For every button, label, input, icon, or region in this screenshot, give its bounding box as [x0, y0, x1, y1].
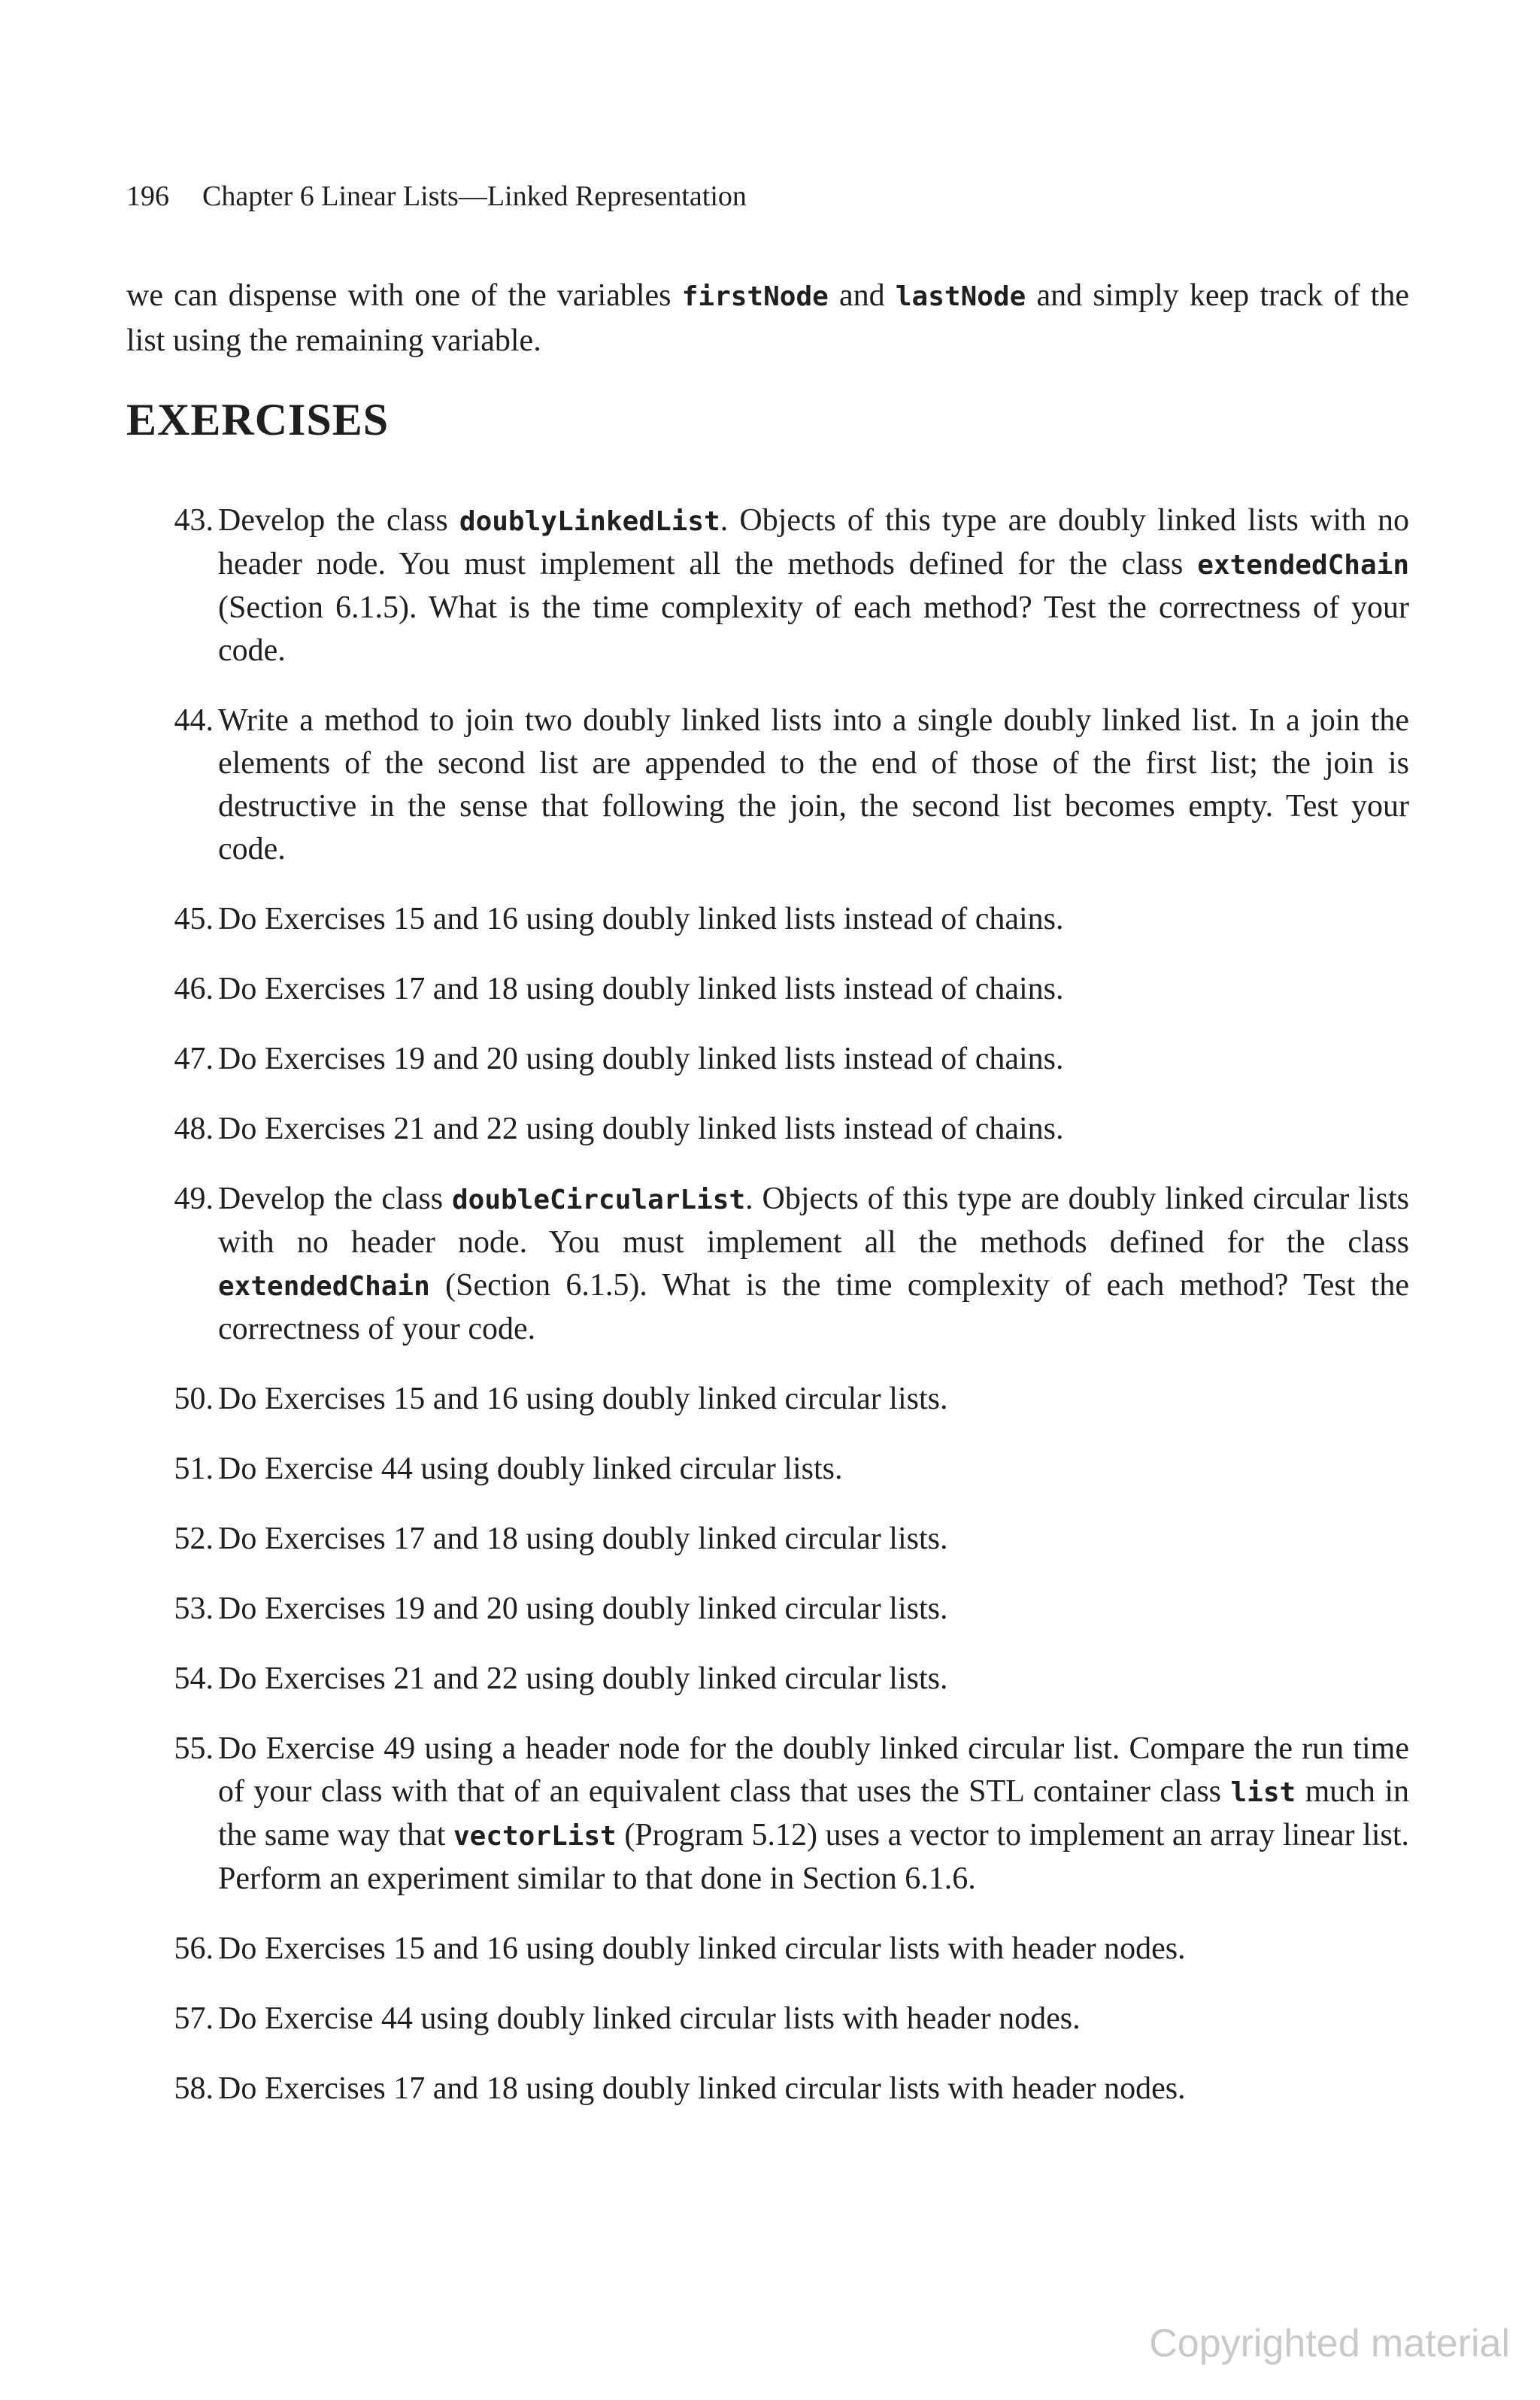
intro-paragraph: [126, 274, 1409, 363]
exercise-item-56: [150, 1928, 1409, 1971]
exercise-item-46: [150, 968, 1409, 1011]
exercise-item-58: [150, 2068, 1409, 2110]
exercise-number: 49.: [174, 1182, 214, 1216]
exercise-number: 46.: [174, 972, 214, 1006]
exercise-number: 45.: [174, 902, 214, 936]
exercise-item-44: [150, 699, 1409, 871]
text-run: (Section 6.1.5). What is the time complexity of each method? Test the correctness of your code.: [218, 590, 1409, 668]
exercise-text: [218, 499, 1409, 672]
exercise-item-52: [150, 1518, 1409, 1561]
code-term: extendedChain: [218, 1271, 430, 1302]
exercise-text: Do Exercises 21 and 22 using doubly linked circular lists.: [218, 1661, 948, 1696]
exercise-item-53: [150, 1588, 1409, 1631]
code-term: doublyLinkedList: [459, 506, 720, 537]
text-run: Develop the class: [218, 1182, 452, 1216]
text-run: . Objects of this type are doubly linked circular lists with no header node. You must implement all the methods defined for the class: [218, 1182, 1409, 1260]
exercise-text: Do Exercises 17 and 18 using doubly linked lists instead of chains.: [218, 972, 1064, 1006]
exercise-text: Do Exercises 19 and 20 using doubly linked circular lists.: [218, 1591, 948, 1626]
exercise-number: 48.: [174, 1112, 214, 1146]
exercise-number: 57.: [174, 2001, 214, 2036]
exercise-item-47: [150, 1038, 1409, 1081]
exercise-item-50: [150, 1378, 1409, 1421]
exercise-text: Do Exercises 15 and 16 using doubly linked circular lists.: [218, 1382, 948, 1416]
exercise-number: 54.: [174, 1661, 214, 1696]
exercise-item-43: [150, 499, 1409, 672]
running-head: [126, 177, 747, 215]
exercise-number: 50.: [174, 1382, 214, 1416]
text-run: Develop the class: [218, 503, 459, 538]
exercise-text: Do Exercises 15 and 16 using doubly linked circular lists with header nodes.: [218, 1931, 1186, 1966]
exercise-text: Write a method to join two doubly linked lists into a single doubly linked list. In a join the elements of the second list are appended to the end of those of the first list; the join is destructive in the sense that following the join, the second list becomes empty. Test your code.: [218, 703, 1409, 866]
text-run: we can dispense with one of the variables: [126, 278, 682, 313]
exercise-list: [150, 499, 1409, 2138]
exercise-text: Do Exercises 17 and 18 using doubly linked circular lists.: [218, 1522, 948, 1556]
text-run: (Section 6.1.5). What is the time complexity of each method? Test the correctness of your code.: [218, 1268, 1409, 1346]
text-run: Do Exercise 49 using a header node for the doubly linked circular list. Compare the run time of your class with that of an equivalent class that uses the STL container class: [218, 1731, 1409, 1809]
exercise-number: 58.: [174, 2071, 214, 2106]
exercise-number: 51.: [174, 1452, 214, 1486]
exercise-item-45: [150, 898, 1409, 941]
exercise-item-49: [150, 1178, 1409, 1351]
exercise-text: Do Exercise 44 using doubly linked circular lists with header nodes.: [218, 2001, 1081, 2036]
copyright-watermark: Copyrighted material: [1149, 2322, 1510, 2365]
text-run: . Objects of this type are doubly linked lists with no header node. You must implement all the methods defined for the class: [218, 503, 1409, 581]
exercise-text: Do Exercises 17 and 18 using doubly linked circular lists with header nodes.: [218, 2071, 1186, 2106]
code-term: vectorList: [453, 1821, 617, 1852]
code-term: list: [1230, 1777, 1296, 1808]
code-term: lastNode: [895, 281, 1026, 312]
page-number: 196: [126, 181, 169, 212]
exercise-number: 56.: [174, 1931, 214, 1966]
chapter-title: Chapter 6 Linear Lists—Linked Representation: [202, 181, 747, 212]
exercise-item-55: [150, 1728, 1409, 1901]
exercise-number: 55.: [174, 1731, 214, 1766]
text-run: (Program 5.12) uses a vector to implement an array linear list. Perform an experiment similar to that done in Section 6.1.6.: [218, 1818, 1409, 1896]
code-term: firstNode: [681, 281, 829, 312]
text-run: and: [828, 278, 896, 313]
exercise-item-57: [150, 1998, 1409, 2040]
code-term: extendedChain: [1197, 550, 1409, 581]
text-run: much in the same way that: [218, 1774, 1410, 1852]
exercise-item-48: [150, 1108, 1409, 1151]
code-term: doubleCircularList: [451, 1185, 746, 1215]
section-heading: EXERCISES: [126, 395, 390, 445]
exercise-number: 47.: [174, 1042, 214, 1076]
exercise-text: Do Exercise 44 using doubly linked circular lists.: [218, 1452, 843, 1486]
exercise-number: 52.: [174, 1522, 214, 1556]
exercise-item-51: [150, 1448, 1409, 1491]
exercise-item-54: [150, 1658, 1409, 1701]
exercise-number: 43.: [174, 503, 214, 538]
exercise-text: [218, 1178, 1409, 1351]
exercise-text: Do Exercises 19 and 20 using doubly linked lists instead of chains.: [218, 1042, 1064, 1076]
exercise-text: [218, 1728, 1409, 1901]
exercise-number: 53.: [174, 1591, 214, 1626]
exercise-text: Do Exercises 15 and 16 using doubly linked lists instead of chains.: [218, 902, 1064, 936]
text-run: and simply keep track of the list using the remaining variable.: [126, 278, 1409, 358]
exercise-text: Do Exercises 21 and 22 using doubly linked lists instead of chains.: [218, 1112, 1064, 1146]
exercise-number: 44.: [174, 703, 214, 738]
